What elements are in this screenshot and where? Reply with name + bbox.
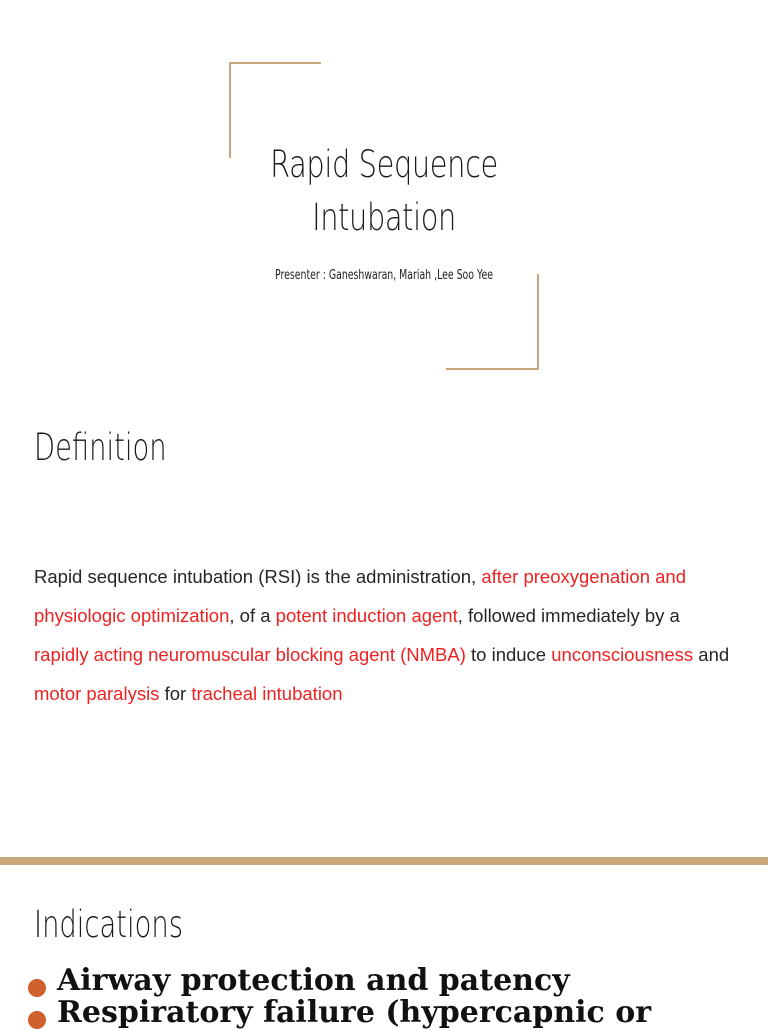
definition-highlight: after preoxygenation and physiologic optimization [34,565,687,626]
definition-segment: , followed immediately by a [457,604,680,626]
indications-heading: Indications [34,903,183,946]
definition-slide [0,400,768,856]
definition-segment: , of a [229,604,276,626]
indication-text: Airway protection and patency [57,963,570,998]
bullet-dot-icon [28,1011,46,1029]
definition-segment: Rapid sequence intubation (RSI) is the administration, [34,565,482,587]
list-item [26,997,651,1029]
indications-list [26,965,651,1029]
slide-title-line-2: Intubation [312,196,456,239]
definition-highlight: tracheal intubation [191,682,343,704]
presenter-line: Presenter : Ganeshwaran, Mariah ,Lee Soo Yee [275,268,493,283]
definition-highlight: rapidly acting neuromuscular blocking agent (NMBA) [34,643,466,665]
decorative-corner-bottom-right [446,274,539,370]
list-item [26,965,651,997]
title-slide [0,0,768,400]
definition-heading: Definition [34,426,167,469]
slide-title [267,138,501,244]
definition-highlight: unconsciousness [551,643,694,665]
definition-highlight: motor paralysis [34,682,160,704]
slide-divider [0,857,768,865]
indications-slide [0,865,768,1030]
definition-highlight: potent induction agent [275,604,458,626]
definition-segment: for [159,682,192,704]
slide-title-line-1: Rapid Sequence [270,143,498,186]
bullet-dot-icon [28,979,46,997]
definition-segment: and [693,643,730,665]
indication-text: Respiratory failure (hypercapnic or [57,995,652,1030]
definition-segment: to induce [465,643,552,665]
definition-paragraph [34,557,734,713]
